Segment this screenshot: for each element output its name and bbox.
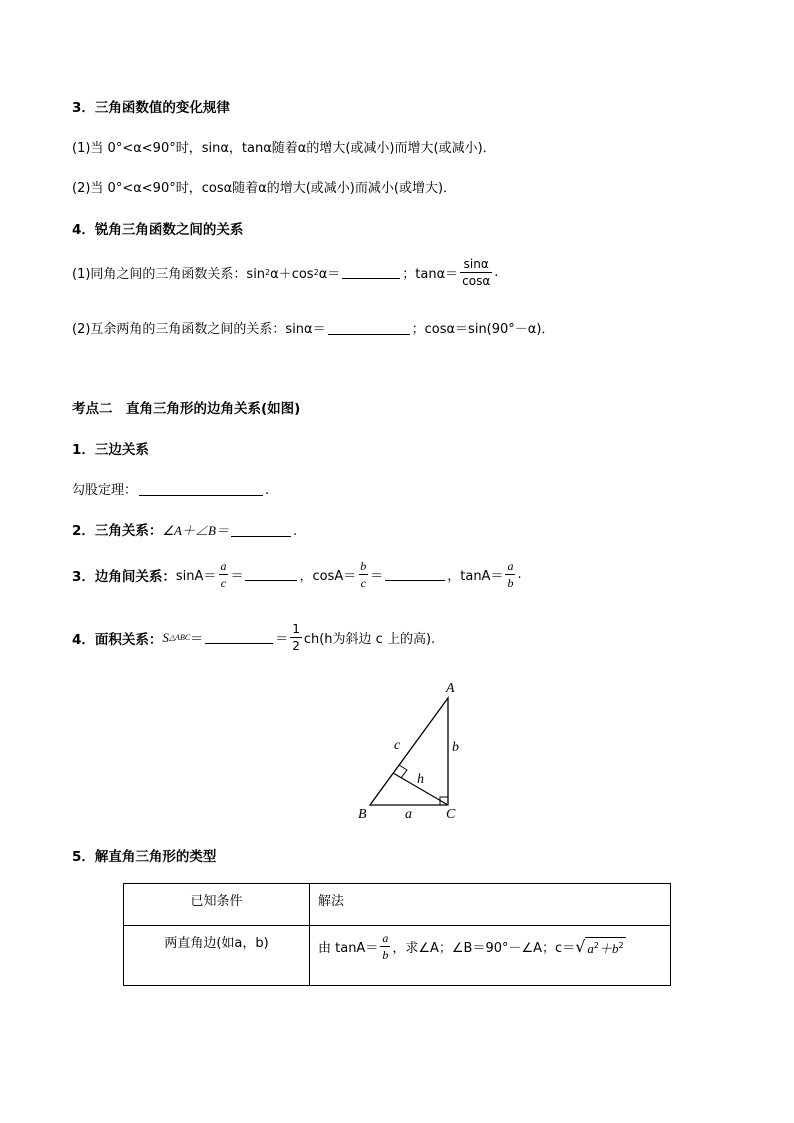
item-3-line <box>72 560 522 589</box>
item-1-title: 1．三边关系 <box>72 442 149 458</box>
answer-blank[interactable] <box>231 524 291 537</box>
square-exponent: 2 <box>593 940 599 950</box>
answer-blank[interactable] <box>328 322 410 335</box>
item-4-title: 4．面积关系： <box>72 631 163 648</box>
solution-types-table <box>123 883 671 986</box>
method-expression <box>318 932 626 961</box>
pythagorean-label: 勾股定理： <box>72 483 138 498</box>
cos-a-label: ，cosA＝ <box>299 569 357 584</box>
equals: ＝ <box>370 569 384 584</box>
section-3-title: 3．三角函数值的变化规律 <box>72 100 230 116</box>
area-subscript: △ABC <box>168 633 191 642</box>
radicand <box>585 937 625 957</box>
table-cell-method <box>310 926 671 986</box>
period: . <box>494 265 499 280</box>
tan-fraction <box>380 932 390 961</box>
triangle-outline <box>370 698 448 805</box>
period: . <box>265 483 270 498</box>
item-4-line <box>72 623 435 652</box>
vertex-a-label: A <box>446 681 455 696</box>
side-a-label: a <box>405 807 412 822</box>
fraction-denominator: 2 <box>292 639 300 653</box>
right-angle-mark-foot <box>399 765 407 778</box>
square-exponent: 2 <box>313 268 319 277</box>
identity-mid-1: α＋cos <box>270 267 314 282</box>
tan-fraction <box>460 258 492 287</box>
fraction-numerator: 1 <box>292 622 300 636</box>
kaodian-2-title: 考点二 直角三角形的边角关系(如图) <box>72 401 301 417</box>
item-2-title: 2．三角关系： <box>72 523 163 539</box>
table-cell-condition <box>124 926 310 986</box>
identity-mid-2: α＝ <box>318 267 341 282</box>
period: . <box>292 524 298 539</box>
answer-blank[interactable] <box>139 483 263 496</box>
complement-prefix: (2)互余两角的三角函数之间的关系：sinα＝ <box>72 322 326 337</box>
section-3-line-2: (2)当 0°<α<90°时，cosα随着α的增大(或减小)而减小(或增大)． <box>72 181 457 196</box>
pythagorean-line <box>72 479 269 498</box>
square-exponent: 2 <box>265 268 271 277</box>
square-exponent: 2 <box>618 940 624 950</box>
complement-suffix: ；cosα＝sin(90°－α)． <box>411 322 555 337</box>
table-header-method: 解法 <box>310 884 671 926</box>
method-prefix: 由 tanA＝ <box>318 941 379 956</box>
period: . <box>517 567 522 582</box>
cos-fraction <box>358 560 368 589</box>
identity-prefix: (1)同角之间的三角函数关系：sin <box>72 267 266 282</box>
method-middle: ，求∠A；∠B＝90°－∠A；c＝ <box>392 941 576 956</box>
half-fraction <box>290 623 302 652</box>
section-4-title: 4．锐角三角函数之间的关系 <box>72 222 244 238</box>
answer-blank[interactable] <box>342 266 400 279</box>
tan-a-label: ，tanA＝ <box>447 569 504 584</box>
sin-fraction <box>218 560 228 589</box>
fraction-numerator: b <box>360 559 367 573</box>
equals: ＝ <box>275 632 289 647</box>
radicand-a: a <box>587 940 594 956</box>
height-h-label: h <box>417 772 424 787</box>
right-triangle-figure <box>350 675 480 825</box>
sin-a-label: sinA＝ <box>175 569 217 584</box>
area-tail: ch(h为斜边 c 上的高). <box>303 632 436 647</box>
section-4-line-2 <box>72 318 554 337</box>
equals: ＝ <box>190 632 204 647</box>
item-3-title: 3．边角间关系： <box>72 568 176 585</box>
fraction-numerator: a <box>382 931 389 945</box>
fraction-denominator: c <box>220 576 227 590</box>
section-4-line-1 <box>72 258 498 287</box>
answer-blank[interactable] <box>205 631 273 644</box>
item-5-title: 5．解直角三角形的类型 <box>72 849 217 865</box>
fraction-denominator: c <box>360 576 366 590</box>
answer-blank[interactable] <box>245 568 297 581</box>
fraction-numerator: a <box>220 559 227 573</box>
vertex-b-label: B <box>358 807 367 822</box>
fraction-denominator: cosα <box>462 274 491 288</box>
table-header-condition: 已知条件 <box>124 884 310 926</box>
condition-text: 两直角边(如a，b) <box>164 936 269 951</box>
vertex-c-label: C <box>446 807 456 822</box>
answer-blank[interactable] <box>385 568 445 581</box>
tan-a-fraction <box>505 560 515 589</box>
table-row <box>124 926 671 986</box>
equals: ＝ <box>230 569 244 584</box>
area-symbol: S <box>162 629 169 645</box>
angle-sum-expression: ∠A＋∠B＝ <box>162 523 229 538</box>
radical-sign: √ <box>575 937 586 956</box>
radicand-b: ＋b <box>599 940 619 956</box>
side-c-label: c <box>394 738 401 753</box>
fraction-denominator: b <box>382 948 389 962</box>
fraction-numerator: a <box>507 559 514 573</box>
tan-prefix: ；tanα＝ <box>402 267 459 282</box>
item-2-line <box>72 519 297 539</box>
fraction-denominator: b <box>507 576 514 590</box>
side-b-label: b <box>452 740 459 755</box>
table-header-row <box>124 884 671 926</box>
fraction-numerator: sinα <box>463 257 489 271</box>
section-3-line-1: (1)当 0°<α<90°时，sinα，tanα随着α的增大(或减小)而增大(或减小)． <box>72 141 496 156</box>
